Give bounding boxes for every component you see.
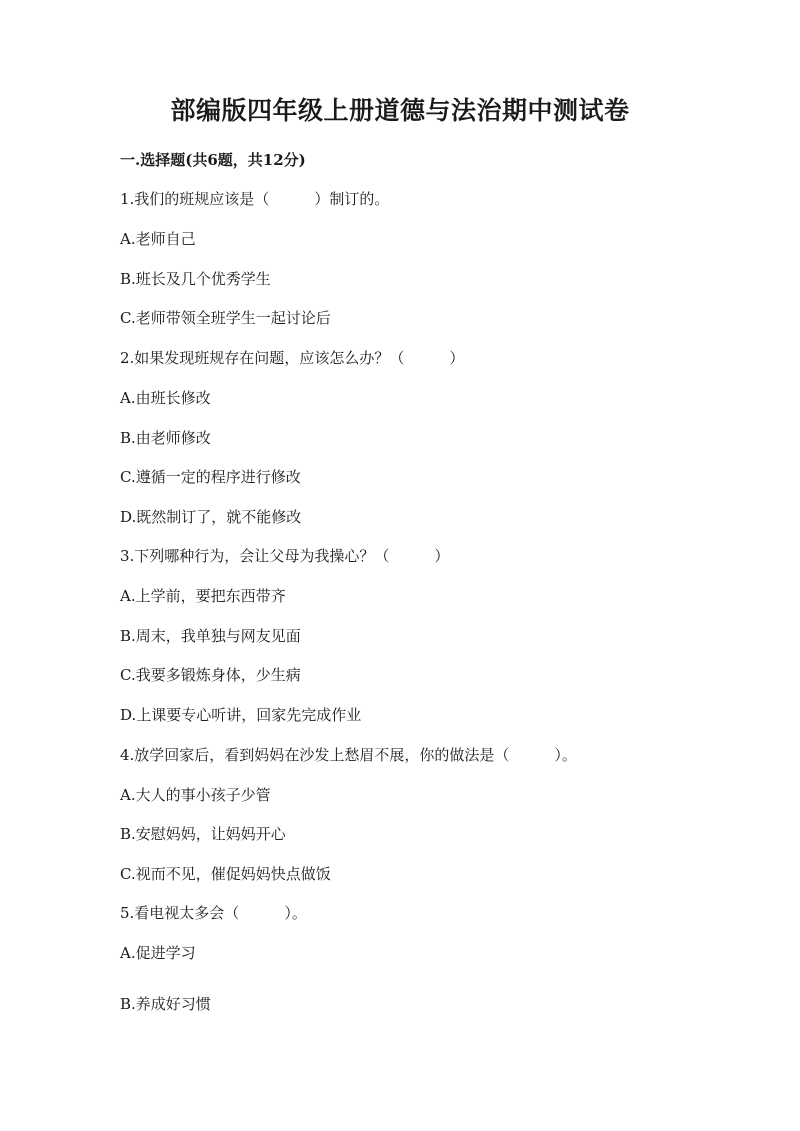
option-2a: A.由班长修改	[120, 389, 211, 407]
option-1c: C.老师带领全班学生一起讨论后	[120, 309, 331, 327]
option-4a: A.大人的事小孩子少管	[120, 786, 271, 804]
option-4c: C.视而不见，催促妈妈快点做饭	[120, 865, 331, 883]
question-3: 3.下列哪种行为，会让父母为我操心？（ ）	[120, 547, 450, 565]
option-3d: D.上课要专心听讲，回家先完成作业	[120, 706, 362, 724]
option-2d: D.既然制订了，就不能修改	[120, 508, 302, 526]
option-1a: A.老师自己	[120, 230, 196, 248]
question-2: 2.如果发现班规存在问题，应该怎么办？（ ）	[120, 349, 465, 367]
option-3c: C.我要多锻炼身体，少生病	[120, 666, 301, 684]
option-3b: B.周末，我单独与网友见面	[120, 627, 301, 645]
option-4b: B.安慰妈妈，让妈妈开心	[120, 825, 286, 843]
section-heading: 一.选择题(共6题，共12分)	[120, 151, 306, 169]
option-2b: B.由老师修改	[120, 429, 211, 447]
option-1b: B.班长及几个优秀学生	[120, 270, 271, 288]
option-2c: C.遵循一定的程序进行修改	[120, 468, 301, 486]
question-1: 1.我们的班规应该是（ ）制订的。	[120, 190, 390, 208]
question-5: 5.看电视太多会（ ）。	[120, 904, 307, 922]
option-5a: A.促进学习	[120, 944, 196, 962]
option-3a: A.上学前，要把东西带齐	[120, 587, 286, 605]
question-4: 4.放学回家后，看到妈妈在沙发上愁眉不展，你的做法是（ ）。	[120, 746, 577, 764]
option-5b: B.养成好习惯	[120, 995, 211, 1013]
page-title: 部编版四年级上册道德与法治期中测试卷	[170, 96, 630, 125]
